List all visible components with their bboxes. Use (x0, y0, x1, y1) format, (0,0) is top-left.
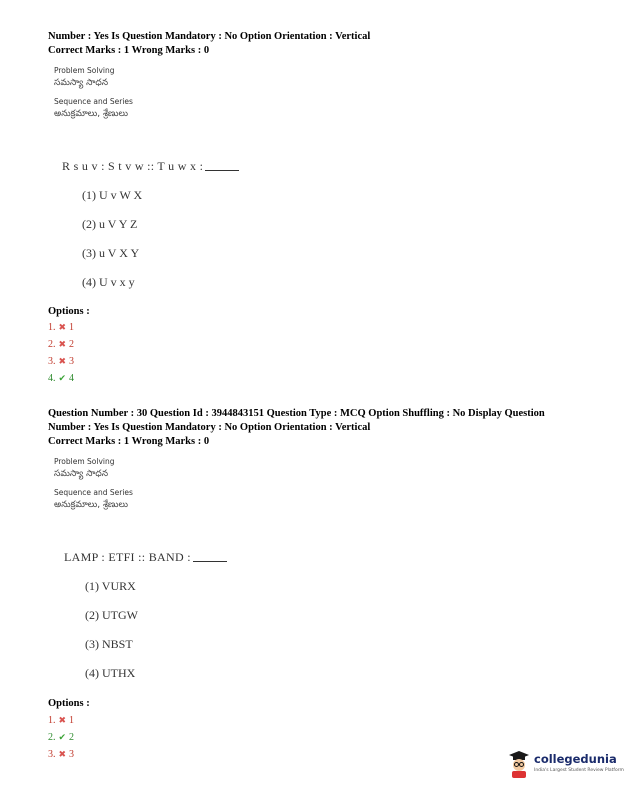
q1-answer-1 (48, 322, 74, 333)
cross-icon: ✖ (58, 339, 67, 349)
q2-question-text (64, 550, 227, 565)
q1-choice-3: (3) u V X Y (82, 246, 140, 260)
q1-choice-4: (4) U v x y (82, 275, 135, 289)
answer-text: 2 (69, 732, 75, 743)
q2-choice-3: (3) NBST (85, 637, 133, 651)
q1-options-title: Options : (48, 306, 90, 317)
q1-answer-4 (48, 373, 74, 384)
q2-subcategory-te: అనుక్రమాలు, శ్రేణులు (54, 500, 128, 510)
q1-choice-1: (1) U v W X (82, 188, 143, 202)
answer-num: 2. (48, 339, 56, 350)
q2-meta-line2: Number : Yes Is Question Mandatory : No Option Orientation : Vertical (48, 422, 371, 433)
q1-category-en: Problem Solving (54, 66, 115, 75)
q1-answer-2 (48, 339, 74, 350)
answer-num: 4. (48, 373, 56, 384)
answer-text: 1 (69, 322, 75, 333)
q2-choice-1: (1) VURX (85, 579, 136, 593)
q2-category-en: Problem Solving (54, 457, 115, 466)
q1-answer-3 (48, 356, 74, 367)
answer-text: 2 (69, 339, 75, 350)
q2-meta-line3: Correct Marks : 1 Wrong Marks : 0 (48, 436, 210, 447)
q1-meta-line2: Correct Marks : 1 Wrong Marks : 0 (48, 45, 210, 56)
logo-tagline: India's Largest Student Review Platform (534, 768, 624, 773)
q1-question: R s u v : S t v w :: T u w x : (62, 159, 204, 173)
answer-num: 3. (48, 356, 56, 367)
q2-choice-4: (4) UTHX (85, 666, 136, 680)
q2-answer-3 (48, 749, 74, 760)
q1-meta-line1: Number : Yes Is Question Mandatory : No Option Orientation : Vertical (48, 31, 371, 42)
q1-choice-2: (2) u V Y Z (82, 217, 138, 231)
q1-question-text (62, 159, 239, 174)
q1-category-te: సమస్యా సాధన (54, 78, 109, 88)
answer-text: 3 (69, 356, 75, 367)
q2-category-te: సమస్యా సాధన (54, 469, 109, 479)
collegedunia-logo (508, 748, 624, 784)
q2-question: LAMP : ETFI :: BAND : (64, 550, 191, 564)
q2-meta-line1: Question Number : 30 Question Id : 3944843151 Question Type : MCQ Option Shuffling : No Display Question (48, 408, 545, 419)
q1-blank (205, 170, 239, 171)
logo-name: collegedunia (534, 752, 617, 766)
answer-num: 2. (48, 732, 56, 743)
check-icon: ✔ (58, 373, 67, 383)
cross-icon: ✖ (58, 749, 67, 759)
check-icon: ✔ (58, 732, 67, 742)
answer-num: 1. (48, 715, 56, 726)
answer-text: 1 (69, 715, 75, 726)
q2-answer-1 (48, 715, 74, 726)
q2-options-title: Options : (48, 698, 90, 709)
q2-blank (193, 561, 227, 562)
cross-icon: ✖ (58, 715, 67, 725)
cross-icon: ✖ (58, 356, 67, 366)
answer-num: 3. (48, 749, 56, 760)
q1-subcategory-en: Sequence and Series (54, 97, 133, 106)
answer-text: 3 (69, 749, 75, 760)
answer-text: 4 (69, 373, 75, 384)
q2-choice-2: (2) UTGW (85, 608, 138, 622)
q2-subcategory-en: Sequence and Series (54, 488, 133, 497)
q1-subcategory-te: అనుక్రమాలు, శ్రేణులు (54, 109, 128, 119)
graduate-mascot-icon (508, 750, 530, 778)
cross-icon: ✖ (58, 322, 67, 332)
answer-num: 1. (48, 322, 56, 333)
q2-answer-2 (48, 732, 74, 743)
